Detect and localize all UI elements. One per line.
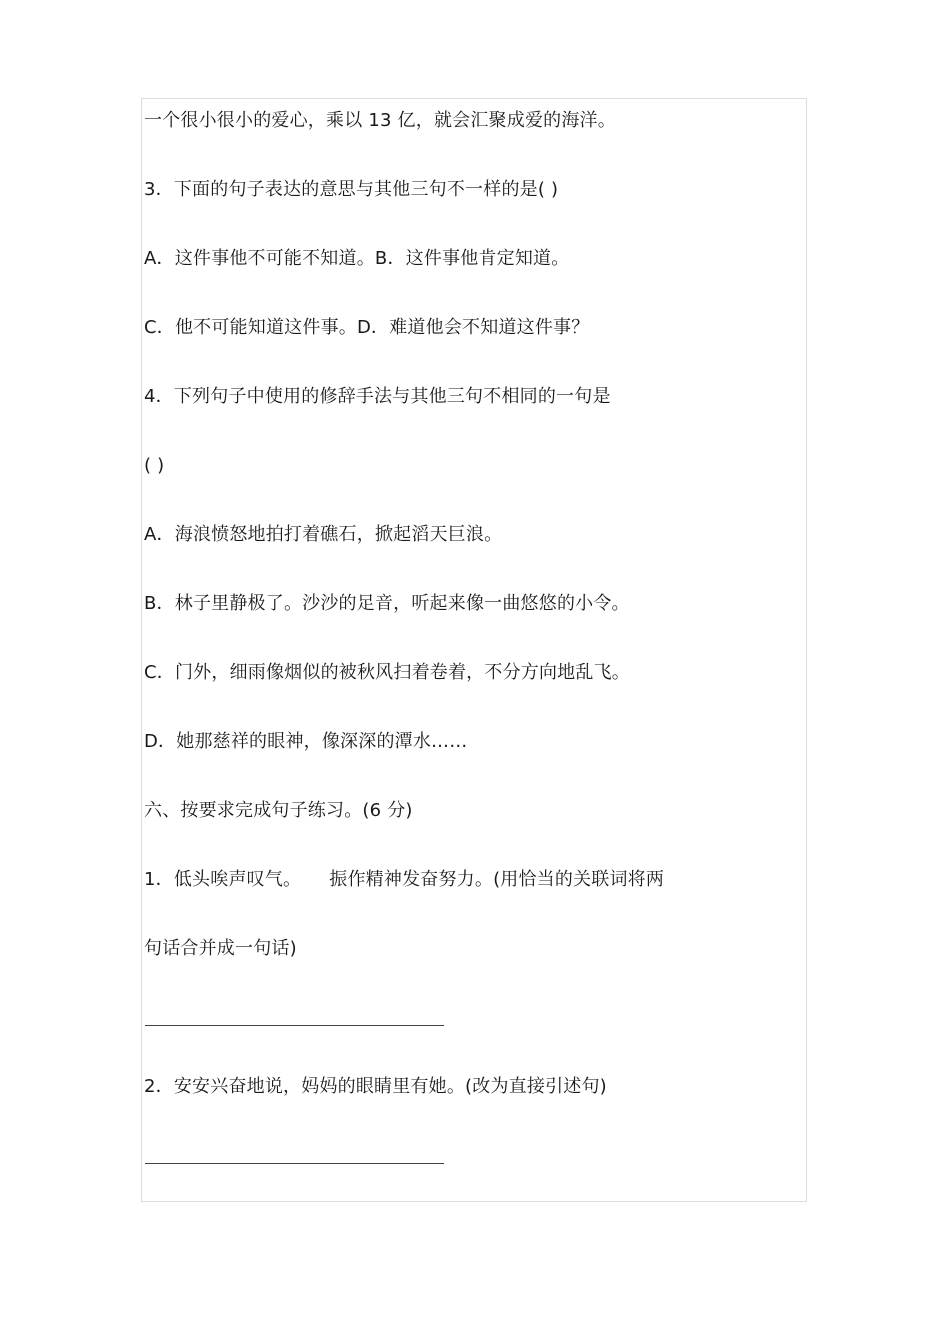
sentence-task-1 <box>144 868 664 892</box>
question-3: 3．下面的句子表达的意思与其他三句不一样的是( ) <box>144 179 559 200</box>
answer-line-1[interactable] <box>145 1025 444 1026</box>
question-4: 4．下列句子中使用的修辞手法与其他三句不相同的一句是 <box>144 386 611 407</box>
sentence-task-1-part2: 振作精神发奋努力。(用恰当的关联词将两 <box>329 869 665 890</box>
question-4-answer-paren: ( ) <box>144 455 165 476</box>
question-4-option-a: A．海浪愤怒地拍打着礁石，掀起滔天巨浪。 <box>144 524 503 545</box>
question-4-option-d: D．她那慈祥的眼神，像深深的潭水…… <box>144 731 468 752</box>
sentence-task-1-part1: 1．低头唉声叹气。 <box>144 869 302 890</box>
section-6-heading: 六、按要求完成句子练习。(6 分) <box>144 800 413 821</box>
question-3-options-ab: A．这件事他不可能不知道。B．这件事他肯定知道。 <box>144 248 570 269</box>
question-4-option-b: B．林子里静极了。沙沙的足音，听起来像一曲悠悠的小令。 <box>144 593 630 614</box>
sentence-task-1-continued: 句话合并成一句话) <box>144 938 297 959</box>
passage-line: 一个很小很小的爱心，乘以 13 亿，就会汇聚成爱的海洋。 <box>144 110 616 131</box>
sentence-task-2: 2．安安兴奋地说，妈妈的眼睛里有她。(改为直接引述句) <box>144 1076 607 1097</box>
question-4-option-c: C．门外，细雨像烟似的被秋风扫着卷着，不分方向地乱飞。 <box>144 662 630 683</box>
question-3-options-cd: C．他不可能知道这件事。D．难道他会不知道这件事？ <box>144 317 590 338</box>
answer-line-2[interactable] <box>145 1163 444 1164</box>
